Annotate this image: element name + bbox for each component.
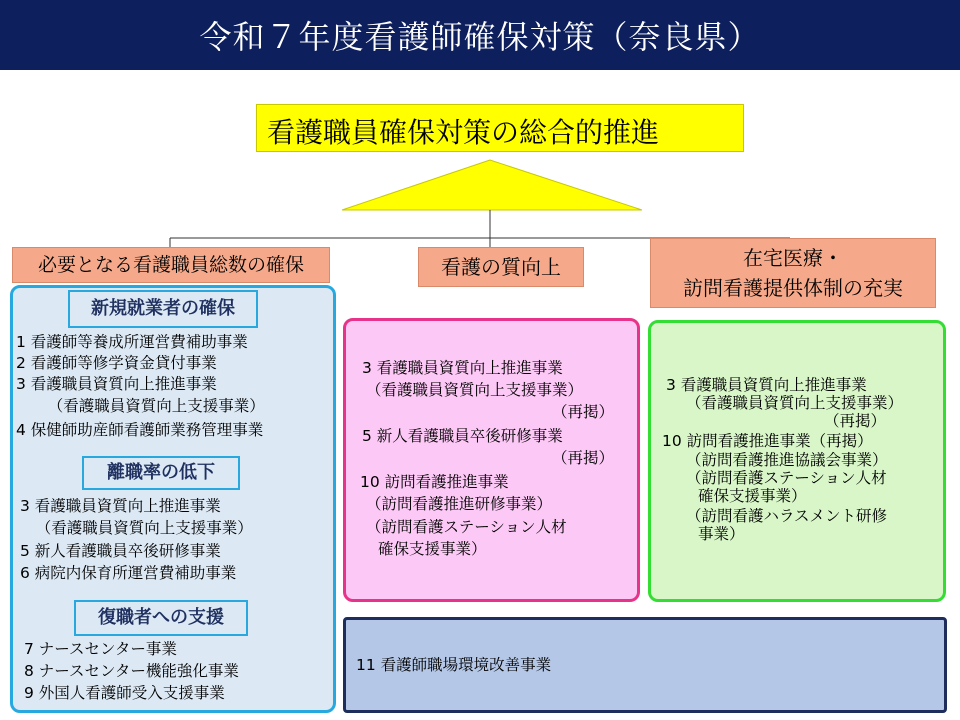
section-heading-return: 復職者への支援: [74, 600, 248, 636]
list-item: 5 新人看護職員卒後研修事業: [20, 542, 221, 560]
list-item: （看護職員資質向上支援事業）: [366, 381, 584, 399]
list-item: （看護職員資質向上支援事業）: [686, 394, 904, 412]
list-item: （再掲）: [824, 412, 887, 430]
list-item: 11 看護師職場環境改善事業: [356, 656, 552, 674]
list-item: （訪問看護推進研修事業）: [366, 495, 553, 513]
list-item: （再掲）: [552, 449, 615, 467]
list-item: 9 外国人看護師受入支援事業: [24, 684, 225, 702]
page-title: 令和７年度看護師確保対策（奈良県）: [199, 18, 761, 56]
section-heading-new-staff: 新規就業者の確保: [68, 290, 258, 328]
list-item: 4 保健師助産師看護師業務管理事業: [16, 421, 264, 439]
list-item: 10 訪問看護推進事業（再掲）: [662, 432, 873, 450]
section-heading-turnover: 離職率の低下: [82, 456, 240, 490]
list-item: 6 病院内保育所運営費補助事業: [20, 564, 237, 582]
main-goal-text: 看護職員確保対策の総合的推進: [267, 116, 660, 149]
list-item: （看護職員資質向上支援事業）: [40, 397, 265, 415]
list-item: 確保支援事業）: [378, 540, 487, 558]
list-item: （訪問看護推進協議会事業）: [686, 451, 888, 469]
list-item: 確保支援事業）: [698, 487, 807, 505]
category-home-care-line2: 訪問看護提供体制の充実: [683, 276, 903, 300]
list-item: （訪問看護ステーション人材: [686, 469, 887, 487]
list-item: 3 看護職員資質向上推進事業: [362, 359, 563, 377]
list-item: 2 看護師等修学資金貸付事業: [16, 354, 217, 372]
category-home-care: [650, 238, 936, 308]
list-item: （看護職員資質向上支援事業）: [28, 519, 253, 537]
list-item: 3 看護職員資質向上推進事業: [666, 376, 867, 394]
list-item: 10 訪問看護推進事業: [360, 473, 509, 491]
list-item: 3 看護職員資質向上推進事業: [20, 497, 221, 515]
list-item: 8 ナースセンター機能強化事業: [24, 662, 239, 680]
list-item: 5 新人看護職員卒後研修事業: [362, 427, 563, 445]
list-item: 3 看護職員資質向上推進事業: [16, 375, 217, 393]
list-item: 7 ナースセンター事業: [24, 640, 177, 658]
list-item: 事業）: [698, 525, 745, 543]
category-total-staff: 必要となる看護職員総数の確保: [12, 247, 330, 283]
list-item: （訪問看護ハラスメント研修: [686, 507, 888, 525]
category-quality: 看護の質向上: [418, 247, 584, 287]
goal-triangle: [342, 160, 642, 210]
list-item: （訪問看護ステーション人材: [366, 518, 567, 536]
list-item: 1 看護師等養成所運営費補助事業: [16, 333, 248, 351]
category-home-care-line1: 在宅医療・: [743, 246, 843, 270]
list-item: （再掲）: [552, 403, 615, 421]
